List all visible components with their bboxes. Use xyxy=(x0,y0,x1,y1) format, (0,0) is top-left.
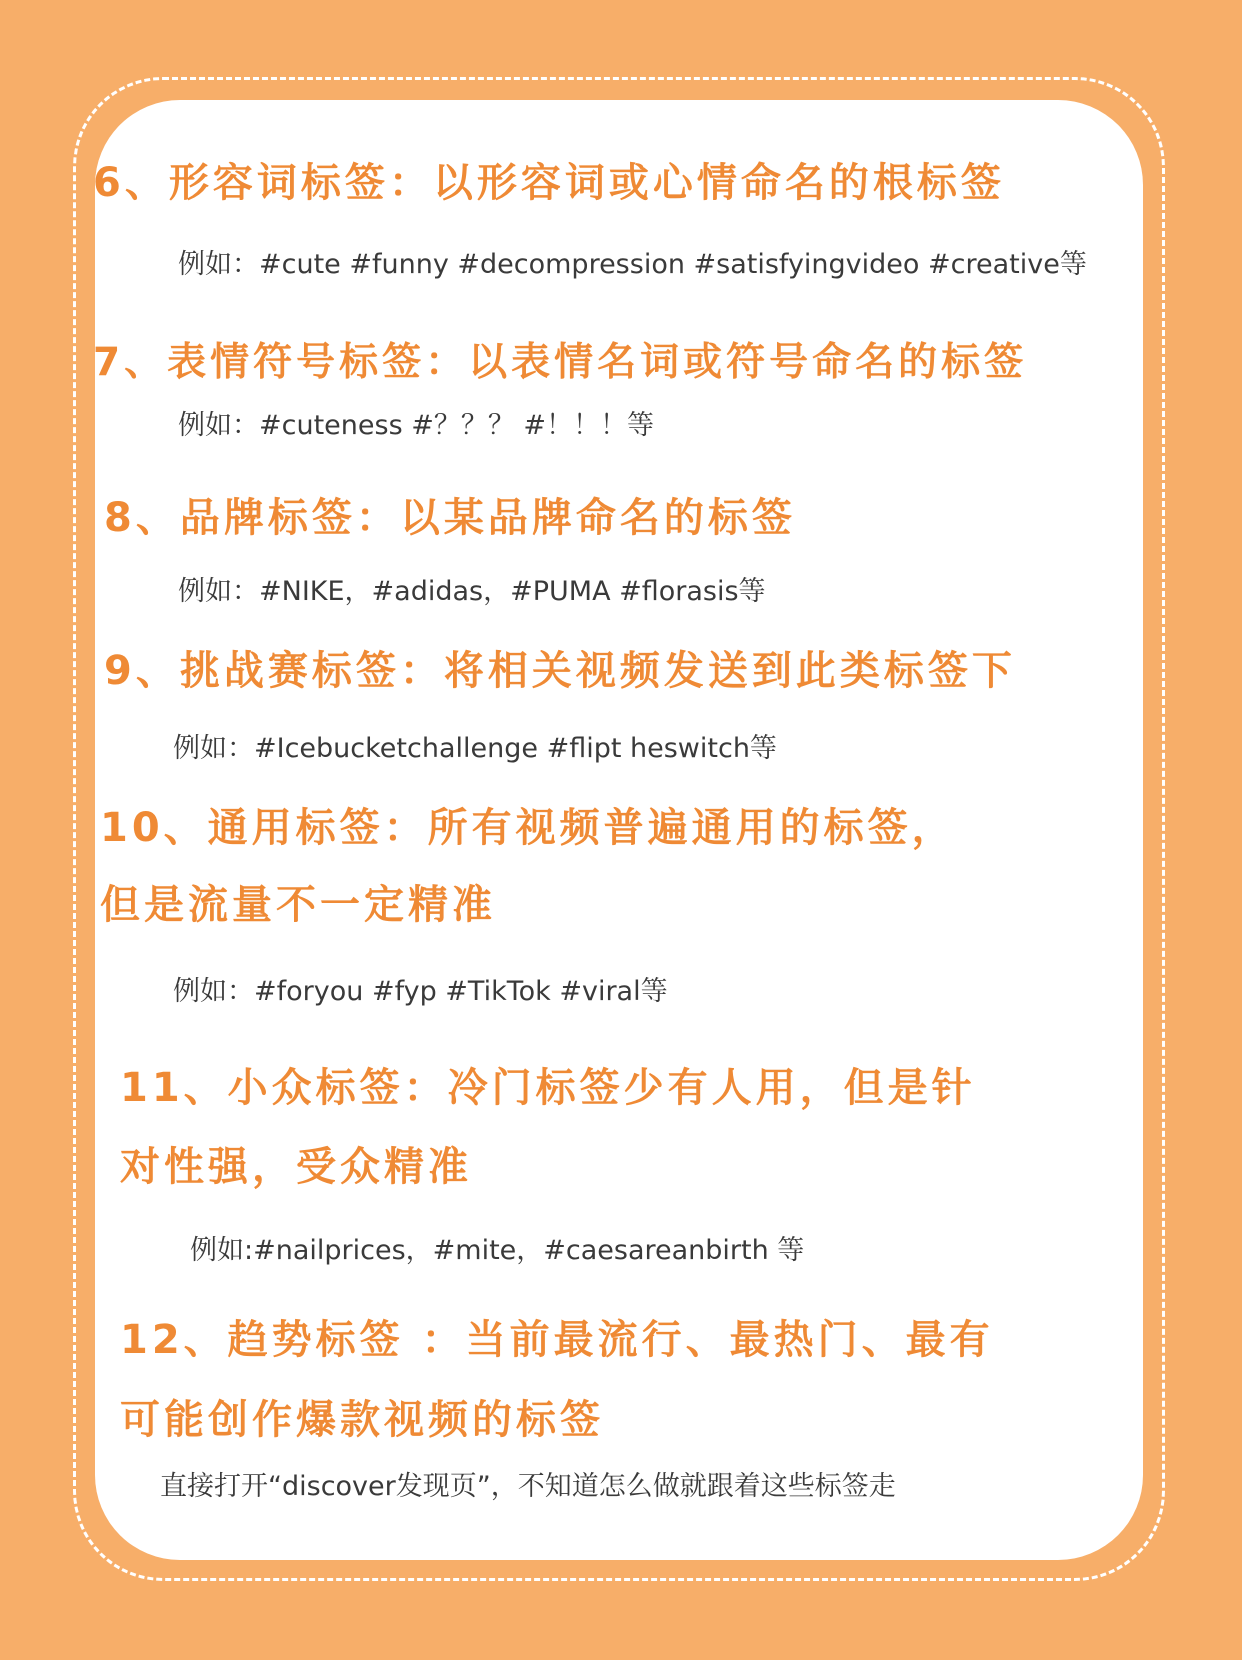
section-9-example: 例如：#Icebucketchallenge #flipt heswitch等 xyxy=(173,733,777,764)
section-10-heading-line-2: 但是流量不一定精准 xyxy=(100,882,496,928)
section-8-heading: 8、品牌标签：以某品牌命名的标签 xyxy=(104,495,796,541)
section-7-example: 例如：#cuteness #？？？ #！！！等 xyxy=(178,410,655,441)
section-6-example: 例如：#cute #funny #decompression #satisfyingvideo #creative等 xyxy=(178,249,1087,280)
section-9-heading: 9、挑战赛标签：将相关视频发送到此类标签下 xyxy=(104,648,1016,694)
section-12-heading-line-1: 12、趋势标签 ：当前最流行、最热门、最有 xyxy=(120,1317,994,1363)
section-11-heading-line-1: 11、小众标签：冷门标签少有人用，但是针 xyxy=(120,1065,976,1111)
section-12-heading-line-2: 可能创作爆款视频的标签 xyxy=(120,1397,604,1443)
section-12-note: 直接打开“discover发现页”，不知道怎么做就跟着这些标签走 xyxy=(160,1471,896,1502)
section-8-example: 例如：#NIKE，#adidas，#PUMA #florasis等 xyxy=(178,576,766,607)
section-10-example: 例如：#foryou #fyp #TikTok #viral等 xyxy=(173,976,668,1007)
section-11-heading-line-2: 对性强，受众精准 xyxy=(120,1144,472,1190)
section-7-heading: 7、表情符号标签：以表情名词或符号命名的标签 xyxy=(93,340,1028,385)
section-10-heading-line-1: 10、通用标签：所有视频普遍通用的标签， xyxy=(100,805,956,851)
section-6-heading: 6、形容词标签：以形容词或心情命名的根标签 xyxy=(93,160,1005,206)
section-11-example: 例如:#nailprices，#mite，#caesareanbirth 等 xyxy=(190,1235,805,1266)
